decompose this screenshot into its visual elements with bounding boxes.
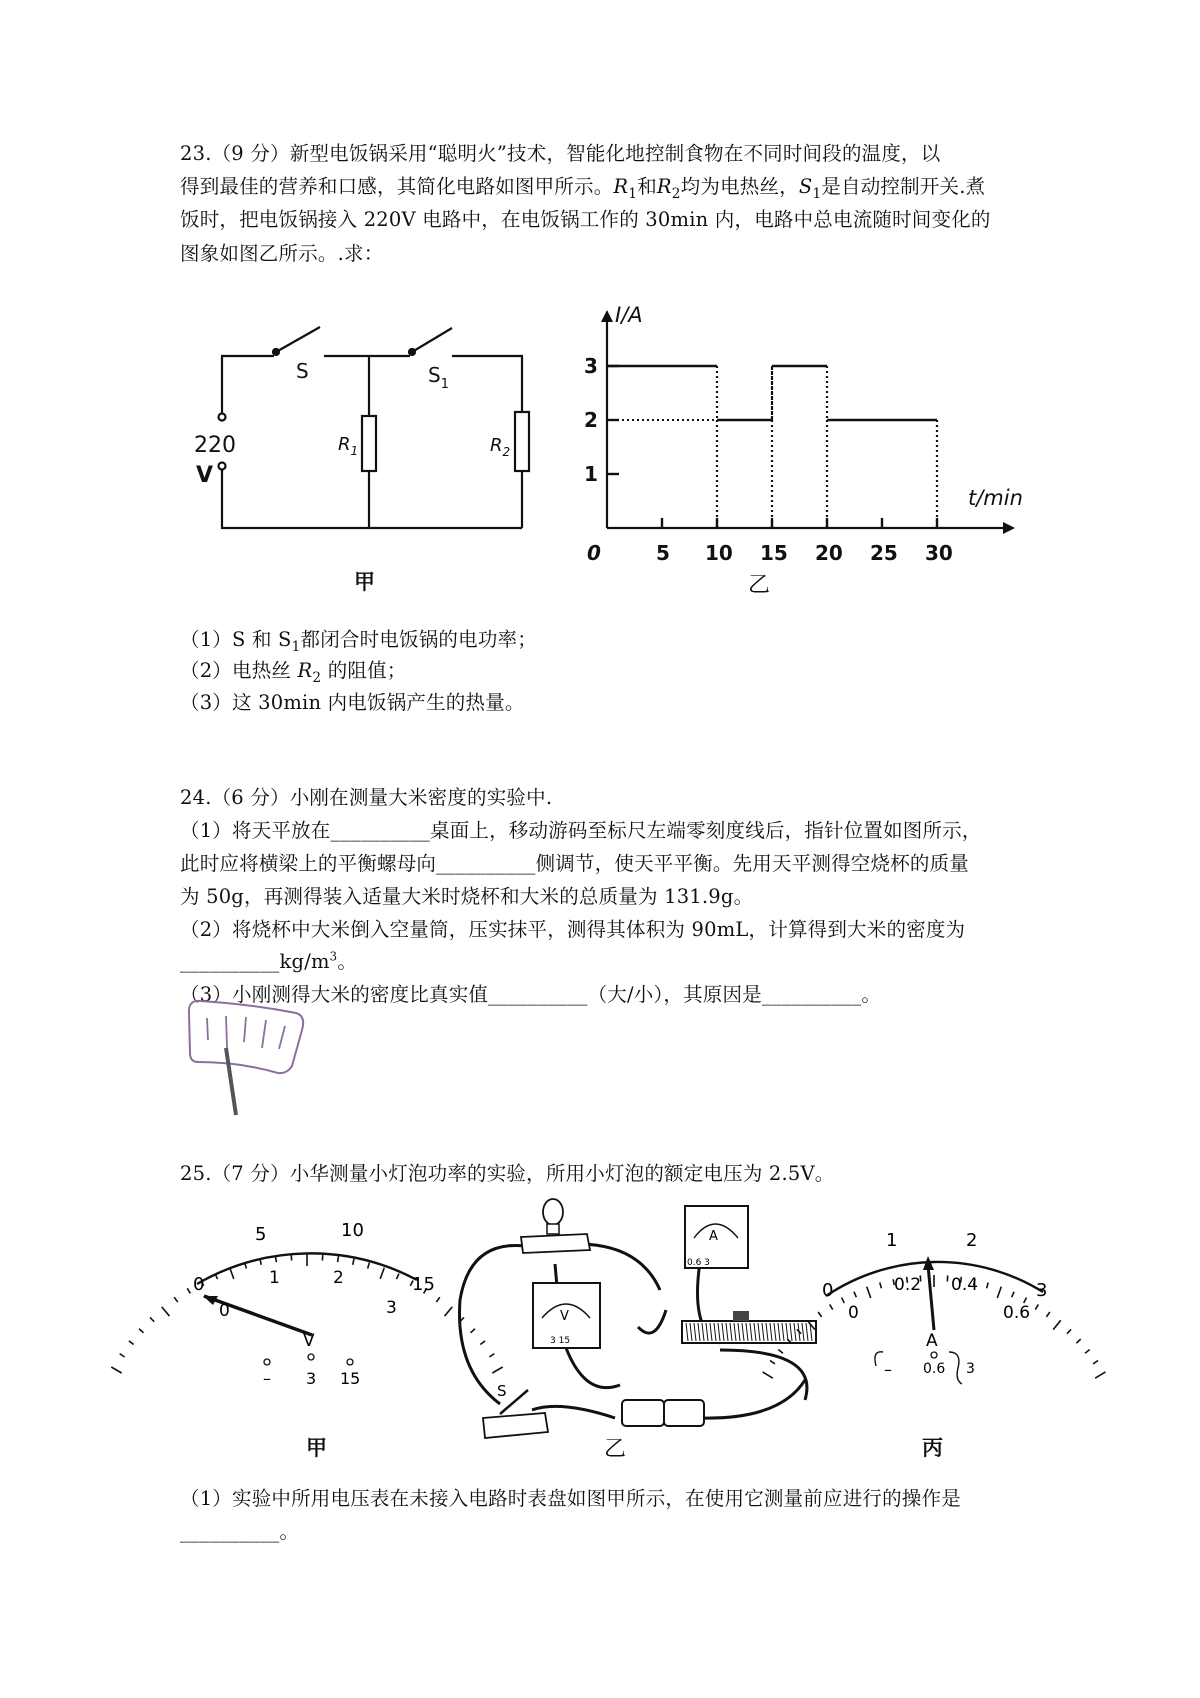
q25-line-1: 25.（7 分）小华测量小灯泡功率的实验，所用小灯泡的额定电压为 2.5V。 [180,1162,835,1185]
q23-sub-3: （3）这 30min 内电饭锅产生的热量。 [180,691,525,714]
q23-sub-1-b: 都闭合时电饭锅的电功率； [300,628,537,651]
q23-line-2-c: 均为电热丝， [680,175,799,198]
x-axis-label: t/min [968,486,1023,510]
dial-tick [842,1298,845,1303]
x-tick-label: 5 [656,541,670,565]
y-tick-label: 1 [584,462,598,486]
vm-bottom-1: 1 [269,1268,280,1288]
q23-sub-2-subscript: 2 [312,669,322,686]
dial-tick [778,1349,783,1353]
switch-s1-subscript: 1 [440,377,449,392]
q25-sub-1: （1）实验中所用电压表在未接入电路时表盘如图甲所示，在使用它测量前应进行的操作是 [180,1487,961,1510]
q24-line-7: （3）小刚测得大米的密度比真实值__________（大/小），其原因是__________。 [180,983,882,1006]
setup-voltmeter-terminals: 3 15 [550,1336,571,1346]
dial-tick [997,1287,1001,1298]
q24-line-6-a: __________kg/m [180,950,330,973]
r1-symbol: R [613,175,629,198]
q25-sub-1-blank: __________。 [180,1520,300,1543]
dial-tick [1035,1304,1038,1309]
r1-label-letter: R [338,434,351,455]
circuit-caption: 甲 [354,569,375,594]
setup-ammeter-terminals: 0.6 3 [687,1258,710,1268]
am-symbol: A [926,1331,938,1351]
vm-bottom-0: 0 [219,1301,230,1321]
am-top-2: 2 [966,1230,978,1251]
origin-label: 0 [587,541,601,565]
switch-s1-letter: S [428,363,441,387]
vm-top-10: 10 [341,1220,364,1241]
x-tick-label: 30 [925,541,953,565]
dial-tick [1012,1292,1014,1297]
q23-line-1: 23.（9 分）新型电饭锅采用“聪明火”技术，智能化地控制食物在不同时间段的温度，以 [180,142,941,165]
q23-line-4: 图象如图乙所示。.求： [180,242,384,265]
dial-tick [1085,1349,1090,1353]
dial-tick [1095,1372,1105,1378]
r2-subscript: 2 [671,185,681,202]
setup-switch-label: S [497,1382,507,1400]
q23-sub-1-subscript: 1 [291,638,301,655]
s1-subscript: 1 [812,185,822,202]
r2-label-letter: R [490,435,503,456]
am-top-1: 1 [886,1230,898,1251]
q23-line-2-a: 得到最佳的营养和口感，其简化电路如图甲所示。 [180,175,614,198]
vm-terminal-15: 15 [340,1369,361,1388]
vm-bottom-2: 2 [333,1268,344,1288]
q24-line-1: 24.（6 分）小刚在测量大米密度的实验中. [180,786,553,809]
dial-tick [987,1282,989,1288]
s1-symbol: S [798,175,813,198]
vm-terminal-neg: – [263,1369,271,1388]
dial-tick [1046,1312,1049,1317]
q23-sub-2-b: 的阻值； [321,659,407,682]
vm-top-15: 15 [412,1274,435,1295]
q23-sub-2-r: R [297,659,313,682]
q24-line-5: （2）将烧杯中大米倒入空量筒，压实抹平，测得其体积为 90mL，计算得到大米的密度为 [180,918,966,941]
am-bottom-0: 0 [848,1303,859,1323]
q24-line-6-sup: 3 [329,949,338,964]
q23-sub-2-a: （2）电热丝 [180,659,298,682]
am-terminal-06: 0.6 [923,1361,946,1377]
x-tick-label: 20 [815,541,843,565]
dial-tick [830,1304,833,1309]
dial-tick [818,1312,821,1317]
dial-tick [1053,1320,1061,1329]
am-bottom-06: 0.6 [1003,1303,1031,1323]
q23-line-2-b: 和 [637,175,657,198]
vm-symbol: V [303,1331,315,1351]
dial-tick [867,1287,871,1298]
x-tick-label: 10 [705,541,733,565]
dial-tick [787,1339,791,1343]
am-bottom-04: 0.4 [951,1275,979,1295]
dial-tick [770,1360,775,1363]
setup-voltmeter-symbol: V [560,1309,569,1324]
am-bottom-02: 0.2 [894,1275,922,1295]
x-tick-label: 25 [870,541,898,565]
q24-line-3: 此时应将横梁上的平衡螺母向__________侧调节，使天平平衡。先用天平测得空烧杯的质量 [180,852,970,875]
vm-top-0: 0 [193,1274,205,1295]
r1-subscript: 1 [628,185,638,202]
q23-line-2-d: 是自动控制开关.煮 [821,175,986,198]
q24-line-4: 为 50g，再测得装入适量大米时烧杯和大米的总质量为 131.9g。 [180,885,754,908]
y-tick-label: 3 [584,354,598,378]
y-axis-label: I/A [615,303,643,327]
r1-label-subscript: 1 [350,444,359,458]
x-tick-label: 15 [760,541,788,565]
voltage-value: 220 [194,433,236,458]
r2-symbol: R [656,175,672,198]
r2-label-subscript: 2 [502,445,511,459]
ammeter-caption: 丙 [922,1435,943,1460]
am-terminal-neg: – [884,1360,892,1379]
am-terminal-3: 3 [966,1361,975,1377]
dial-tick [1093,1360,1098,1363]
q23-sub-1-a: （1）S 和 S [180,628,292,651]
vm-bottom-3: 3 [386,1298,397,1318]
q24-line-6-b: 。 [337,950,358,973]
y-tick-label: 2 [584,408,598,432]
vm-top-5: 5 [255,1224,267,1245]
dial-tick [807,1320,815,1329]
dial-tick [763,1372,773,1378]
dial-tick [880,1282,882,1288]
switch-s-label: S [296,359,309,383]
dial-tick [854,1292,856,1297]
q23-line-3: 饭时，把电饭锅接入 220V 电路中，在电饭锅工作的 30min 内，电路中总电流随时间变化的 [180,208,991,231]
voltmeter-caption: 甲 [306,1435,327,1460]
dial-tick [797,1329,801,1333]
graph-caption: 乙 [748,573,771,598]
setup-ammeter-symbol: A [709,1229,718,1244]
voltage-unit: V [196,463,214,488]
setup-caption: 乙 [604,1437,627,1462]
q24-line-2: （1）将天平放在__________桌面上，移动游码至标尺左端零刻度线后，指针位置如图所示， [180,819,982,842]
am-top-0: 0 [822,1280,834,1301]
vm-terminal-3: 3 [306,1369,317,1388]
am-top-3: 3 [1036,1280,1048,1301]
dial-tick [1076,1339,1080,1343]
dial-tick [1067,1329,1071,1333]
